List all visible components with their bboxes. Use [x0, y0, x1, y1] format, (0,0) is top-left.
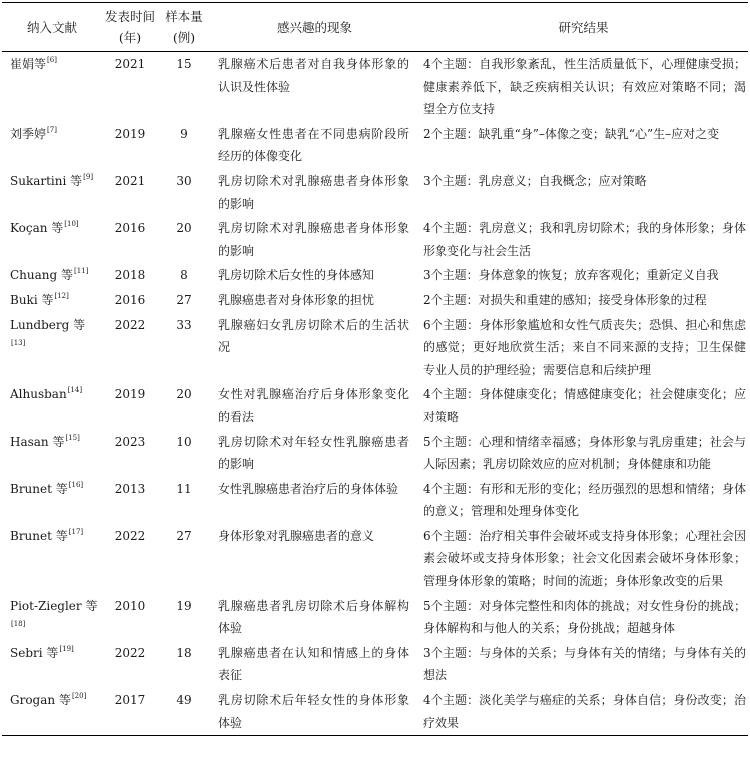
reference-number: [14] — [67, 386, 83, 395]
reference-number: [13] — [11, 339, 26, 348]
table-row — [2, 430, 748, 477]
phenomenon-cell: 乳房切除术对乳腺癌患者身体形象的影响 — [218, 173, 409, 211]
author-cell — [2, 524, 102, 594]
table-row — [2, 524, 748, 594]
table-row — [2, 216, 748, 263]
phenomenon-cell: 乳腺癌患者乳房切除术后身体解构体验 — [218, 598, 409, 636]
results-cell: 4个主题：自我形象紊乱，性生活质量低下，心理健康受损；健康素养低下，缺乏疾病相关认识；有效应对策略不同；渴望全方位支持 — [423, 57, 746, 117]
reference-number: [18] — [11, 620, 26, 629]
results-cell: 6个主题：治疗相关事件会破坏或支持身体形象；心理社会因素会破坏或支持身体形象；社会文化因素会破坏身体形象；管理身体形象的策略；时间的流逝；身体形象改变的后果 — [423, 528, 746, 589]
table-header — [2, 3, 748, 52]
reference-number: [19] — [59, 644, 74, 653]
results-cell: 3个主题：与身体的关系；与身体有关的情绪；与身体有关的想法 — [423, 645, 746, 683]
phenomenon-cell: 乳腺癌患者在认知和情感上的身体表征 — [218, 645, 409, 683]
results-cell: 2个主题：对损失和重建的感知；接受身体形象的过程 — [423, 292, 707, 307]
author-name: Alhusban — [10, 387, 67, 402]
reference-number: [15] — [65, 433, 80, 442]
results-cell: 4个主题：有形和无形的变化；经历强烈的思想和情绪；身体的意义；管理和处理身体变化 — [423, 481, 746, 519]
author-name: Grogan 等 — [10, 693, 71, 708]
author-cell — [2, 288, 102, 313]
phenomenon-cell: 乳房切除术后女性的身体感知 — [218, 268, 375, 283]
phenomenon-cell: 乳房切除术后年轻女性的身体形象体验 — [218, 693, 409, 730]
sample-size-cell: 27 — [176, 292, 192, 307]
author-cell — [2, 263, 102, 288]
reference-number: [17] — [68, 527, 84, 536]
sample-size-cell: 49 — [176, 693, 192, 708]
header-author: 纳入文献 — [26, 19, 77, 35]
year-cell: 2021 — [114, 57, 146, 71]
table-row — [2, 313, 748, 383]
author-name: Koçan 等 — [10, 221, 64, 236]
author-name: Hasan 等 — [10, 434, 65, 449]
year-cell: 2022 — [114, 528, 146, 543]
year-cell: 2019 — [114, 387, 146, 402]
sample-size-cell: 33 — [176, 317, 192, 332]
reference-number: [10] — [64, 220, 79, 229]
sample-size-cell: 11 — [176, 481, 192, 496]
author-cell — [2, 52, 102, 122]
table-row — [2, 288, 748, 313]
results-cell: 5个主题：对身体完整性和肉体的挑战；对女性身份的挑战；身体解构和与他人的关系；身份挑战；超越身体 — [423, 598, 746, 636]
results-cell: 4个主题：淡化美学与癌症的关系；身体自信；身份改变；治疗效果 — [423, 693, 746, 730]
author-name: Lundberg 等 — [10, 317, 86, 332]
header-phenomenon: 感兴趣的现象 — [276, 19, 352, 35]
literature-table — [2, 2, 748, 736]
sample-size-cell: 27 — [176, 528, 192, 543]
table-row — [2, 382, 748, 429]
author-cell — [2, 169, 102, 216]
results-cell: 4个主题：身体健康变化；情感健康变化；社会健康变化；应对策略 — [423, 387, 746, 424]
results-cell: 6个主题：身体形象尴尬和女性气质丧失；恐惧、担心和焦虑的感觉；更好地欣赏生活；来自不同来源的支持；卫生保健专业人员的护理经验；需要信息和后续护理 — [423, 317, 746, 377]
table-row — [2, 169, 748, 216]
author-name: 崔娟等 — [10, 57, 47, 71]
sample-size-cell: 20 — [176, 221, 192, 236]
author-cell — [2, 430, 102, 477]
reference-number: [12] — [54, 291, 69, 300]
author-cell — [2, 122, 102, 169]
phenomenon-cell: 女性乳腺癌患者治疗后的身体体验 — [218, 481, 399, 496]
sample-size-cell: 15 — [176, 57, 192, 71]
reference-number: [7] — [47, 125, 57, 134]
table-row — [2, 122, 748, 169]
author-cell — [2, 313, 102, 383]
author-name: Chuang 等 — [10, 268, 74, 283]
author-name: Brunet 等 — [10, 528, 68, 543]
year-cell: 2023 — [114, 434, 146, 449]
reference-number: [11] — [74, 267, 89, 276]
year-cell: 2016 — [114, 221, 146, 236]
year-cell: 2018 — [114, 268, 146, 283]
author-cell — [2, 382, 102, 429]
sample-size-cell: 9 — [180, 126, 188, 141]
phenomenon-cell: 乳房切除术对年轻女性乳腺癌患者的影响 — [218, 434, 409, 472]
author-name: Brunet 等 — [10, 481, 68, 496]
author-cell — [2, 594, 102, 641]
author-cell — [2, 477, 102, 524]
table-row — [2, 641, 748, 688]
results-cell: 3个主题：乳房意义；自我概念；应对策略 — [423, 173, 647, 188]
table-row — [2, 263, 748, 288]
reference-number: [20] — [71, 692, 87, 701]
results-cell: 3个主题：身体意象的恢复；放弃客观化；重新定义自我 — [423, 268, 719, 283]
author-cell — [2, 641, 102, 688]
author-name: Piot-Ziegler 等 — [10, 598, 98, 613]
results-cell: 5个主题：心理和情绪幸福感；身体形象与乳房重建；社会与人际因素；乳房切除效应的应对机制；身体健康和功能 — [423, 434, 746, 472]
phenomenon-cell: 乳腺癌女性患者在不同患病阶段所经历的体像变化 — [218, 126, 409, 164]
reference-number: [16] — [68, 480, 84, 489]
table-row — [2, 688, 748, 736]
phenomenon-cell: 乳腺癌患者对身体形象的担忧 — [218, 292, 375, 307]
sample-size-cell: 18 — [176, 645, 192, 660]
table-row — [2, 477, 748, 524]
year-cell: 2022 — [114, 317, 146, 332]
author-name: 刘季婷 — [10, 126, 47, 141]
table-row — [2, 52, 748, 122]
author-name: Sukartini 等 — [10, 173, 83, 188]
author-name: Buki 等 — [10, 292, 54, 307]
author-cell — [2, 688, 102, 736]
phenomenon-cell: 身体形象对乳腺癌患者的意义 — [218, 528, 375, 543]
author-name: Sebri 等 — [10, 645, 59, 660]
header-sample: 样本量(例) — [165, 9, 203, 45]
author-cell — [2, 216, 102, 263]
sample-size-cell: 19 — [176, 598, 192, 613]
year-cell: 2017 — [114, 693, 146, 708]
year-cell: 2021 — [114, 173, 146, 188]
phenomenon-cell: 乳腺癌术后患者对自我身体形象的认识及性体验 — [218, 57, 409, 94]
phenomenon-cell: 女性对乳腺癌治疗后身体形象变化的看法 — [218, 387, 409, 424]
year-cell: 2016 — [114, 292, 146, 307]
reference-number: [6] — [47, 56, 57, 64]
year-cell: 2013 — [114, 481, 146, 496]
sample-size-cell: 8 — [180, 268, 188, 283]
header-year: 发表时间(年) — [104, 9, 155, 45]
sample-size-cell: 20 — [176, 387, 192, 402]
sample-size-cell: 10 — [176, 434, 192, 449]
header-results: 研究结果 — [558, 19, 609, 35]
table-row — [2, 594, 748, 641]
year-cell: 2019 — [114, 126, 146, 141]
phenomenon-cell: 乳腺癌妇女乳房切除术后的生活状况 — [218, 317, 409, 355]
table-body — [2, 52, 748, 736]
year-cell: 2022 — [114, 645, 146, 660]
sample-size-cell: 30 — [176, 173, 192, 188]
results-cell: 2个主题：缺乳重“身”–体像之变；缺乳“心”生–应对之变 — [423, 126, 720, 141]
year-cell: 2010 — [114, 598, 146, 613]
reference-number: [9] — [83, 172, 94, 181]
results-cell: 4个主题：乳房意义；我和乳房切除术；我的身体形象；身体形象变化与社会生活 — [423, 221, 746, 258]
phenomenon-cell: 乳房切除术对乳腺癌患者身体形象的影响 — [218, 221, 409, 258]
